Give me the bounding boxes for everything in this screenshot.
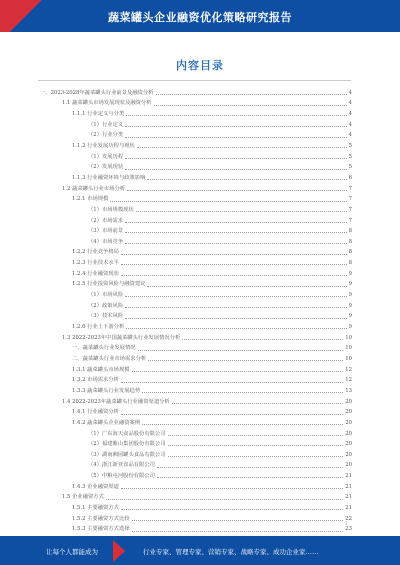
toc-entry[interactable]: [62, 491, 352, 501]
toc-leader-dots: [147, 285, 346, 287]
toc-entry[interactable]: [88, 299, 352, 309]
toc-entry-title: （1）市场风险: [88, 292, 124, 299]
toc-entry-title: （5）中粮屯河股份有限公司: [88, 473, 155, 480]
toc-entry-title: 1.4 2022-2023年蔬菜罐头行业融资渠道分析: [62, 398, 170, 405]
toc-entry-page: 12: [345, 366, 352, 373]
toc-leader-dots: [132, 370, 344, 372]
toc-entry[interactable]: [72, 480, 352, 490]
toc-entry[interactable]: [72, 342, 352, 352]
toc-entry[interactable]: [62, 97, 352, 107]
toc-entry-title: （3）湖南湘园罐头食品有限公司: [88, 451, 166, 458]
toc-entry[interactable]: [72, 512, 352, 522]
toc-entry-page: 8: [348, 228, 352, 235]
toc-entry[interactable]: [88, 310, 352, 320]
footer-slogan-right: 行业专家、管理专家、营销专家、战略专家、成功企业家……: [143, 548, 319, 556]
toc-entry-page: 10: [345, 334, 352, 341]
toc-heading: 内容目录: [176, 59, 224, 72]
toc-entry-page: 4: [348, 100, 352, 107]
toc-entry[interactable]: [72, 107, 352, 117]
toc-entry-title: 1.5 企业融资方式: [62, 494, 104, 501]
toc-leader-dots: [127, 189, 347, 191]
toc-entry[interactable]: [88, 203, 352, 213]
toc-leader-dots: [121, 253, 347, 255]
toc-entry-title: 1.2.4 行业融资现状: [72, 270, 119, 277]
toc-entry-title: （3）市场前景: [88, 228, 124, 235]
toc-entry-page: 22: [345, 515, 352, 522]
toc-entry-page: 4: [348, 89, 352, 96]
toc-leader-dots: [142, 391, 343, 393]
toc-entry[interactable]: [72, 320, 352, 330]
toc-entry-title: 1.2.2 行业竞争格局: [72, 249, 119, 256]
toc-entry-title: 1.4.3 企业融资渠道: [72, 483, 119, 490]
toc-entry[interactable]: [88, 224, 352, 234]
toc-leader-dots: [106, 498, 343, 500]
toc-entry[interactable]: [88, 150, 352, 160]
toc-leader-dots: [125, 168, 346, 170]
toc-leader-dots: [121, 413, 343, 415]
toc-entry-title: 1.3.1 蔬菜罐头市场规模: [72, 366, 130, 373]
toc-entry-page: 8: [348, 238, 352, 245]
footer-slogan-left: 让每个人都能成为: [46, 548, 98, 556]
toc-entry-title: 1.2.6 行业上下游分析: [72, 324, 125, 330]
toc-entry-title: 1.1.2 行业发展历程与现状: [72, 142, 135, 149]
toc-entry[interactable]: [40, 86, 352, 96]
toc-entry-title: 1.4.2 蔬菜罐头企业融资案例: [72, 419, 141, 426]
toc-entry-page: 13: [345, 387, 352, 394]
toc-entry-page: 10: [345, 345, 352, 352]
toc-entry[interactable]: [72, 352, 352, 362]
toc-entry-page: 20: [345, 462, 352, 469]
toc-entry-title: 1.5.3 主要融资方式选择: [72, 526, 130, 533]
toc-entry[interactable]: [88, 288, 352, 298]
toc-entry-title: 1.1 蔬菜罐头市场发展现状及融资分析: [62, 100, 152, 107]
toc-leader-dots: [121, 487, 343, 489]
toc-entry-title: 1.1.3 行业融资环境与政策影响: [72, 174, 146, 181]
toc-entry-title: （3）技术风险: [88, 313, 124, 320]
report-title: 蔬菜罐头企业融资优化策略研究报告: [108, 11, 292, 24]
toc-entry-page: 21: [345, 505, 352, 512]
toc-entry[interactable]: [72, 363, 352, 373]
toc-entry-title: 一、2023-2028年蔬菜罐头行业前景及融资分析: [40, 89, 154, 96]
toc-leader-dots: [136, 210, 347, 212]
toc-entry[interactable]: [72, 374, 352, 384]
toc-leader-dots: [132, 519, 344, 521]
toc-entry-page: 12: [345, 377, 352, 384]
toc-leader-dots: [137, 146, 347, 148]
toc-entry-title: 一、蔬菜罐头行业发展情况: [72, 345, 136, 352]
toc-entry-title: （2）福建紫山集团股份有限公司: [88, 441, 166, 448]
toc-entry-page: 21: [345, 483, 352, 490]
toc-entry-title: 1.5.1 主要融资方式: [72, 505, 119, 512]
toc-leader-dots: [125, 242, 346, 244]
toc-leader-dots: [121, 508, 343, 510]
toc-entry-page: 10: [345, 355, 352, 362]
toc-leader-dots: [142, 423, 343, 425]
toc-top-divider: [38, 80, 351, 81]
toc-entry[interactable]: [72, 501, 352, 511]
footer-bar: [0, 536, 400, 565]
header-bar: [0, 0, 400, 32]
toc-entry[interactable]: [72, 406, 352, 416]
toc-entry-page: 20: [345, 430, 352, 437]
toc-entry[interactable]: [62, 395, 352, 405]
toc-entry-page: 7: [348, 217, 352, 224]
toc-entry-title: 1.2.3 行业技术水平: [72, 260, 119, 267]
page-mark: 1: [345, 521, 348, 526]
toc-entry-page: 20: [345, 451, 352, 458]
toc-entry-page: 4: [348, 111, 352, 117]
toc-entry[interactable]: [72, 193, 352, 203]
toc-entry[interactable]: [62, 182, 352, 192]
toc-entry[interactable]: [88, 129, 352, 139]
toc-entry-page: 8: [348, 249, 352, 256]
toc-leader-dots: [121, 263, 347, 265]
toc-entry-page: 4: [348, 132, 352, 139]
toc-entry[interactable]: [88, 469, 352, 479]
toc-entry[interactable]: [72, 171, 352, 181]
toc-leader-dots: [132, 530, 344, 532]
toc-entry-page: 9: [348, 313, 352, 320]
toc-entry-title: （2）行业分类: [88, 132, 124, 139]
toc-entry-page: 5: [348, 153, 352, 160]
footer-arrow-icon: [113, 540, 125, 562]
toc-entry-title: 1.3 2022-2023年中国蔬菜罐头行业发展情况分析: [62, 334, 181, 341]
toc-entry-title: 1.3.2 市场需求分析: [72, 377, 119, 384]
toc-entry-title: 1.1.1 行业定义与分类: [72, 111, 125, 117]
toc-entry-title: 1.5.2 主要融资方式比较: [72, 515, 130, 522]
toc-entry[interactable]: [88, 161, 352, 171]
toc-leader-dots: [110, 200, 346, 202]
toc-entry-page: 20: [345, 419, 352, 426]
toc-leader-dots: [172, 402, 344, 404]
toc-entry-title: （1）广东海天食品股份有限公司: [88, 430, 166, 437]
toc-entry[interactable]: [72, 267, 352, 277]
toc-leader-dots: [168, 455, 344, 457]
toc-leader-dots: [125, 317, 346, 319]
toc-entry-page: 20: [345, 398, 352, 405]
toc-leader-dots: [182, 338, 343, 340]
toc-leader-dots: [121, 274, 347, 276]
toc-entry-page: 9: [348, 281, 352, 288]
toc-entry[interactable]: [72, 278, 352, 288]
toc-entry-title: 1.4.1 行业融资分析: [72, 409, 119, 416]
toc-entry-title: 1.2 蔬菜罐头行业市场分析: [62, 185, 126, 192]
toc-leader-dots: [126, 114, 346, 116]
toc-entry-page: 9: [348, 292, 352, 299]
toc-entry-title: （1）行业定义: [88, 121, 124, 128]
toc-entry-page: 9: [348, 324, 352, 330]
toc-entry-title: （4）市场竞争: [88, 238, 124, 245]
toc-entry-page: 5: [348, 142, 352, 149]
toc-entry-title: （1）发展历程: [88, 153, 124, 160]
toc-entry[interactable]: [88, 214, 352, 224]
toc-entry-page: 21: [345, 473, 352, 480]
toc-entry-page: 7: [348, 185, 352, 192]
toc-entry-title: （4）浙江新亚食品有限公司: [88, 462, 155, 469]
toc-entry[interactable]: [72, 416, 352, 426]
toc-leader-dots: [168, 444, 344, 446]
toc-entry-title: 二、蔬菜罐头行业市场需求分析: [72, 355, 147, 362]
toc-leader-dots: [125, 231, 346, 233]
toc-leader-dots: [157, 466, 343, 468]
toc-entry[interactable]: [72, 246, 352, 256]
toc-entry[interactable]: [72, 139, 352, 149]
toc-entry-title: 1.3.3 蔬菜罐头行业发展趋势: [72, 387, 141, 394]
toc-entry-page: 4: [348, 121, 352, 128]
toc-entry-title: 1.2.1 市场规模: [72, 196, 109, 203]
toc-entry[interactable]: [88, 427, 352, 437]
toc-entry-page: 7: [348, 196, 352, 203]
toc-leader-dots: [125, 157, 346, 159]
toc-leader-dots: [138, 349, 344, 351]
toc-entry[interactable]: [88, 235, 352, 245]
toc-entry-title: （2）政策风险: [88, 302, 124, 309]
toc-entry[interactable]: [88, 437, 352, 447]
toc-leader-dots: [125, 136, 346, 138]
toc-entry-title: 1.2.5 行业投资风险与融资建议: [72, 281, 146, 288]
toc-entry[interactable]: [72, 523, 352, 533]
toc-leader-dots: [148, 359, 343, 361]
toc-leader-dots: [125, 221, 346, 223]
toc-entry[interactable]: [88, 118, 352, 128]
toc-entry-page: 6: [348, 174, 352, 181]
toc-entry-page: 21: [345, 494, 352, 501]
toc-entry-page: 20: [345, 409, 352, 416]
toc-entry[interactable]: [62, 331, 352, 341]
toc-entry[interactable]: [72, 384, 352, 394]
toc-leader-dots: [168, 434, 344, 436]
toc-entry-page: 23: [345, 526, 352, 533]
toc-entry-page: 9: [348, 302, 352, 309]
toc-entry-page: 20: [345, 441, 352, 448]
toc-entry-page: 7: [348, 206, 352, 213]
toc-leader-dots: [125, 125, 346, 127]
toc-leader-dots: [157, 476, 343, 478]
toc-entry-page: 5: [348, 164, 352, 171]
toc-entry-page: 8: [348, 260, 352, 267]
toc-leader-dots: [126, 327, 346, 329]
toc-leader-dots: [156, 93, 347, 95]
toc-leader-dots: [121, 381, 343, 383]
toc-leader-dots: [125, 295, 346, 297]
toc-entry[interactable]: [72, 256, 352, 266]
toc-entry-title: （2）市场需求: [88, 217, 124, 224]
toc-entry[interactable]: [88, 459, 352, 469]
toc-leader-dots: [154, 104, 347, 106]
toc-leader-dots: [125, 306, 346, 308]
toc-entry-title: （1）市场规模现状: [88, 206, 134, 213]
toc-entry[interactable]: [88, 448, 352, 458]
toc-entry-page: 9: [348, 270, 352, 277]
toc-leader-dots: [147, 178, 346, 180]
toc-entry-title: （2）发展现状: [88, 164, 124, 171]
